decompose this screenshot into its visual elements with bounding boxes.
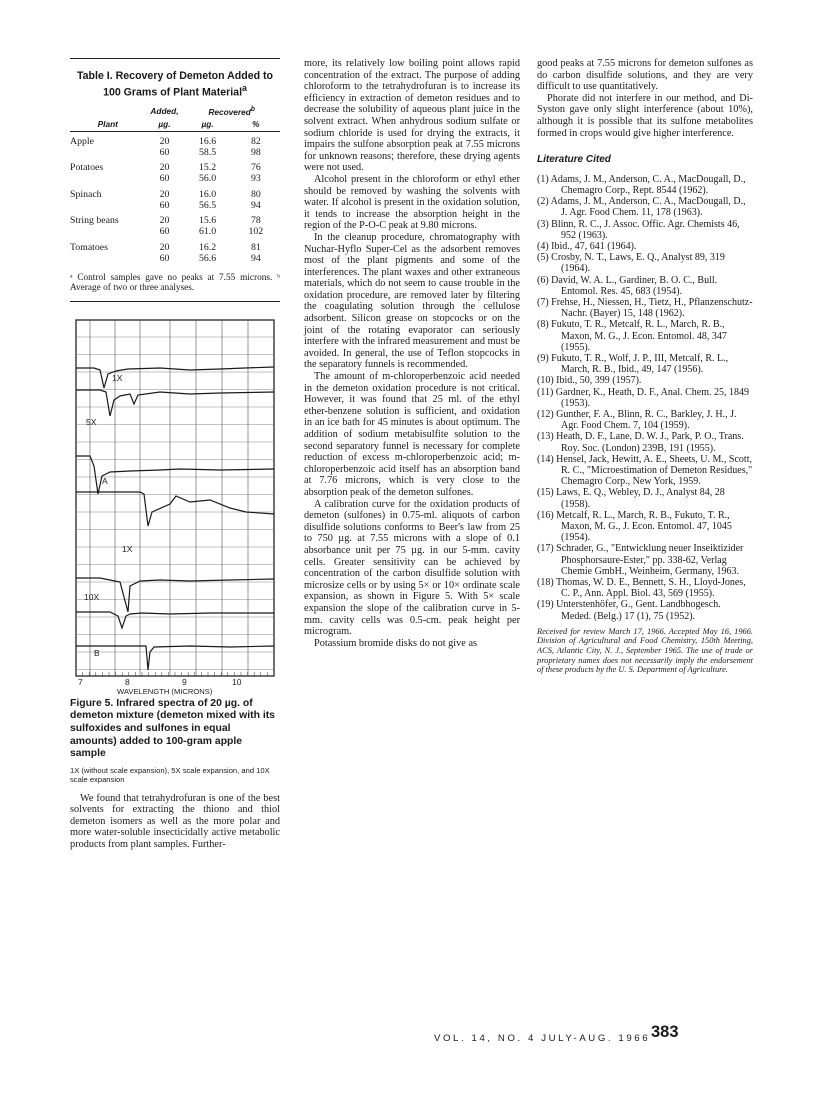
table-row [70, 201, 280, 212]
spectrum-trace [76, 367, 274, 388]
col-added-header: Added, [150, 106, 179, 117]
col-recovered-header [183, 105, 280, 119]
recovery-table [70, 105, 280, 264]
table-top-rule [70, 58, 280, 59]
reference-item: (6) David, W. A. L., Gardiner, B. O. C., Bull. Entomol. Res. 45, 683 (1954). [537, 274, 718, 297]
table-title-text: Table I. Recovery of Demeton Added to 100 Grams of Plant Material [76, 70, 273, 99]
col2-paragraph: A calibration curve for the oxidation products of demeton (sulfones) in 0.75-ml. aliquots of carbon disulfide solutions conforms to Beer's law from 25 to 750 µg. at 7.55 microns with a slope of 0.1 absorbance unit per 75 µg. in our 5-mm. cavity cells. Greater sensitivity can be achieved by concentration of the carbon disulfide solution with microsize cells or by using 5× or 10× ordinate scale expansion, as shown in Figure 5. With 5× scale expansion the slope of the calibration curve in 5-mm. cavity cells was 0.5-cm. peak height per microgram. [304, 498, 520, 638]
table-row [70, 227, 280, 238]
table-row [70, 254, 280, 265]
figure-subcaption: 1X (without scale expansion), 5X scale expansion, and 10X scale expansion [70, 765, 270, 785]
journal-info: VOL. 14, NO. 4 JULY-AUG. 1966 [434, 1033, 651, 1044]
recovered-pct-cell: 93 [250, 173, 261, 185]
reference-item: (15) Laws, E. Q., Webley, D. J., Analyst 84, 28 (1958). [537, 487, 725, 510]
col2-paragraph: In the cleanup procedure, chromatography with Nuchar-Hyflo Super-Cel as the adsorbent removes most of the plant pigments and some of the interferences. The plant waxes and other extraneous materials, which do not seem to cause trouble in the oxidation procedure, are removed later by filtering the coagulating solution through the cellulose adsorbent. Silicon grease on stopcocks or on the joint of the rotating evaporator can seriously interfere with the infrared measurement and must be avoided. In general, the use of Teflon stopcocks in the separatory funnels is recommended. [304, 231, 520, 371]
col3-paragraph: Phorate did not interfere in our method, and Di-Syston gave only slight interference (about 10%), although it is possible that its sulfone metabolites formed in crops would give higher interference. [537, 92, 753, 139]
recovered-ug-cell: 56.5 [198, 199, 217, 211]
col2-paragraph: Alcohol present in the chloroform or ethyl ether should be removed by washing the solvents with water. If alcohol is present in the oxidation solution, it tends to increase the absorption height in the region of the P-O-C peak at 9.80 microns. [304, 173, 520, 232]
reference-item: (5) Crosby, N. T., Laws, E. Q., Analyst 89, 319 (1964). [537, 252, 725, 275]
table-row [70, 174, 280, 185]
col-added-unit: µg. [146, 119, 184, 131]
trace-label: 10X [84, 591, 100, 602]
added-cell: 20 [159, 162, 170, 174]
reference-item: (1) Adams, J. M., Anderson, C. A., MacDougall, D., Chemagro Corp., Rept. 8544 (1962). [537, 173, 746, 196]
right-column [537, 58, 753, 675]
plant-cell [70, 227, 146, 238]
recovered-pct-cell: 98 [250, 146, 261, 158]
reference-item: (19) Unterstenhöfer, G., Gent. Landbhogesch. Meded. (Belg.) 17 (1), 75 (1952). [537, 599, 721, 622]
added-cell: 20 [159, 188, 170, 200]
plant-cell: String beans [70, 215, 119, 227]
recovered-pct-cell: 78 [250, 215, 261, 227]
received-note: Received for review March 17, 1966. Accepted May 16, 1966. Division of Agricultural and Food Chemistry, 150th Meeting, ACS, Atlantic City, N. J., September 1965. The use of trade or proprietary names does not necessarily imply the endorsement of these products by the U. S. Department of Agriculture. [537, 626, 753, 675]
table-row [70, 131, 280, 147]
spectrum-trace [76, 456, 274, 494]
col-recovered-pct: % [232, 119, 280, 131]
col3-paragraph: good peaks at 7.55 microns for demeton sulfones as do carbon disulfide solutions, and they are very difficult to use quantitatively. [537, 58, 753, 93]
col-plant-header: Plant [70, 119, 146, 131]
plant-cell: Apple [70, 135, 94, 147]
spectrum-trace [76, 492, 274, 526]
col-recovered-label: Recovered [208, 107, 251, 118]
recovered-pct-cell: 102 [248, 226, 264, 238]
reference-item: (14) Hensel, Jack, Hewitt, A. E., Sheets, U. M., Scott, R. C., "Microestimation of Demeton Residues," Chemagro Corp., New York, 1959. [537, 453, 753, 488]
recovered-ug-cell: 16.0 [198, 188, 217, 200]
plant-cell [70, 174, 146, 185]
col2-paragraph: The amount of m-chloroperbenzoic acid needed in the demeton oxidation procedure is not critical. However, it was found that 25 ml. of the ethyl ether-benzene solution is sufficient, and oxidation in an ice bath for 45 minutes is about optimum. The addition of sodium metabisulfite solution to the second separatory funnel is necessary for complete reduction of excess m-chloroperbenzoic acid; m-chloroperbenzoic acid itself has an absorption band at 7.76 microns, which is very close to the absorption peak of the demeton sulfones. [304, 371, 520, 498]
added-cell: 20 [159, 135, 170, 147]
table-row [70, 211, 280, 227]
reference-item: (8) Fukuto, T. R., Metcalf, R. L., March, R. B., Maxon, M. G., J. Econ. Entomol. 48, 347 (1955). [537, 319, 727, 353]
plant-cell [70, 148, 146, 159]
x-tick-label: 8 [125, 676, 130, 687]
added-cell: 60 [159, 226, 170, 238]
table-footnote: ᵃ Control samples gave no peaks at 7.55 microns. ᵇ Average of two or three analyses. [70, 272, 280, 294]
x-axis-label: WAVELENGTH (MICRONS) [117, 686, 213, 696]
plant-cell [70, 254, 146, 265]
col1-body [70, 793, 280, 851]
spectra-traces [76, 367, 274, 670]
added-cell: 20 [159, 242, 170, 254]
middle-column [304, 58, 520, 649]
trace-label: 5X [86, 416, 97, 427]
spectrum-trace [76, 612, 274, 628]
col2-paragraph: more, its relatively low boiling point allows rapid concentration of the extract. The purpose of adding chloroform to the tetrahydrofuran is to increase its efficiency in extraction of demeton residues and to decrease the solubility of aqueous plant juice in the solvent extract. When anhydrous sodium sulfate or sodium chloride is used for drying the extracts, it impairs the sulfone absorption peak at 7.55 microns for unknown reasons; therefore, these drying agents were not used. [304, 58, 520, 174]
col2-paragraph: Potassium bromide disks do not give as [314, 637, 478, 649]
recovered-pct-cell: 81 [250, 242, 261, 254]
x-tick-label: 10 [232, 676, 242, 687]
trace-label: 1X [122, 543, 133, 554]
reference-item: (4) Ibid., 47, 641 (1964). [537, 240, 637, 252]
recovered-ug-cell: 61.0 [198, 226, 217, 238]
reference-item: (13) Heath, D. F., Lane, D. W. J., Park, P. O., Trans. Roy. Soc. (London) 239B, 191 (1955). [537, 431, 744, 454]
reference-item: (7) Frehse, H., Niessen, H., Tietz, H., Pflanzenschutz-Nachr. (Bayer) 15, 148 (1962). [537, 296, 753, 320]
col-recovered-ug: µg. [183, 119, 231, 131]
reference-item: (10) Ibid., 50, 399 (1957). [537, 375, 642, 387]
reference-item: (2) Adams, J. M., Anderson, C. A., MacDougall, D., J. Agr. Food Chem. 11, 178 (1963). [537, 196, 746, 219]
added-cell: 60 [159, 252, 170, 264]
plant-cell: Potatoes [70, 162, 104, 174]
trace-label: B [94, 647, 100, 658]
table-row [70, 238, 280, 254]
reference-list [537, 174, 753, 622]
recovered-pct-cell: 76 [250, 162, 261, 174]
recovered-pct-cell: 94 [250, 252, 261, 264]
plant-cell: Spinach [70, 188, 102, 200]
spectrum-trace [76, 578, 274, 612]
table-row [70, 158, 280, 174]
x-tick-label: 7 [78, 676, 83, 687]
table-title-sup: a [242, 83, 247, 94]
page-number: 383 [651, 1023, 679, 1041]
recovered-ug-cell: 56.0 [198, 173, 217, 185]
table-bottom-rule [70, 301, 280, 302]
reference-item: (16) Metcalf, R. L., March, R. B., Fukuto, T. R., Maxon, M. G., J. Econ. Entomol. 47, 1045 (1954). [537, 509, 732, 544]
reference-item: (12) Gunther, F. A., Blinn, R. C., Barkley, J. H., J. Agr. Food Chem. 7, 104 (1959). [537, 409, 737, 432]
col-recovered-sup: b [250, 106, 256, 114]
reference-item: (3) Blinn, R. C., J. Assoc. Offic. Agr. Chemists 46, 952 (1963). [537, 218, 740, 241]
reference-item: (9) Fukuto, T. R., Wolf, J. P., III, Metcalf, R. L., March, R. B., Ibid., 49, 147 (1956). [537, 353, 729, 376]
trace-label: 1X [112, 372, 123, 383]
added-cell: 20 [159, 215, 170, 227]
recovered-ug-cell: 58.5 [198, 146, 217, 158]
recovered-ug-cell: 56.6 [198, 252, 217, 264]
recovered-ug-cell: 15.2 [198, 162, 217, 174]
recovered-ug-cell: 16.2 [198, 242, 217, 254]
plant-cell: Tomatoes [70, 242, 108, 254]
col1-paragraph: We found that tetrahydrofuran is one of the best solvents for extracting the thiono and thiol demeton isomers as well as the more polar and more water-soluble insecticidally active metabolic products from plant samples. Further- [70, 792, 280, 851]
added-cell: 60 [159, 146, 170, 158]
reference-item: (17) Schrader, G., "Entwicklung neuer Inseiktizider Phosphorsaure-Ester," pp. 338-62, Verlag Chemie GmbH., Weinheim, Germany, 1963. [537, 543, 744, 577]
recovered-pct-cell: 94 [250, 199, 261, 211]
plant-cell [70, 201, 146, 212]
table-title [70, 70, 280, 99]
reference-item: (11) Gardner, K., Heath, D. F., Anal. Chem. 25, 1849 (1953). [537, 386, 750, 409]
table-row [70, 148, 280, 159]
ir-spectra-figure [70, 316, 280, 696]
ir-spectra-chart [70, 316, 280, 696]
table-row [70, 185, 280, 201]
spectrum-trace [76, 390, 274, 416]
reference-item: (18) Thomas, W. D. E., Bennett, S. H., Lloyd-Jones, C. P., Ann. Appl. Biol. 43, 569 (1955). [537, 577, 746, 600]
added-cell: 60 [159, 199, 170, 211]
recovered-ug-cell: 15.6 [198, 215, 217, 227]
x-tick-labels [78, 677, 242, 687]
left-column [70, 58, 280, 851]
recovered-ug-cell: 16.6 [198, 135, 217, 147]
trace-label: A [102, 475, 108, 486]
spectrum-trace [76, 646, 274, 670]
recovered-pct-cell: 80 [250, 188, 261, 200]
figure-caption: Figure 5. Infrared spectra of 20 µg. of demeton mixture (demeton mixed with its sulfoxides and sulfones in equal amounts) added to 100-gram apple sample [70, 697, 275, 760]
trace-labels [84, 373, 133, 658]
recovery-table-body [70, 131, 280, 264]
literature-heading: Literature Cited [537, 154, 611, 166]
x-tick-label: 9 [182, 676, 187, 687]
recovered-pct-cell: 82 [250, 135, 261, 147]
col3-body [537, 58, 753, 139]
added-cell: 60 [159, 173, 170, 185]
